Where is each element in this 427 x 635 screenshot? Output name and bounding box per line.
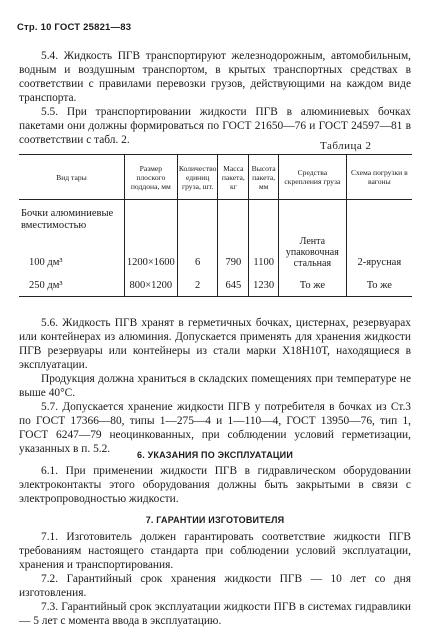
- header-package-height: Высота пакета, мм: [249, 155, 279, 200]
- table-caption: Таблица 2: [320, 140, 372, 152]
- table-cell: Лента упаковочная стальная: [279, 233, 347, 270]
- section-6-text: [19, 464, 411, 506]
- packaging-table: [19, 154, 412, 297]
- table-cell: 2-ярусная: [346, 233, 412, 270]
- table-cell: 790: [218, 233, 249, 270]
- table-cell: 6: [177, 233, 218, 270]
- section-5-storage-text: [19, 316, 411, 456]
- paragraph-7-3: 7.3. Гарантийный срок эксплуатации жидкости ПГВ в системах гидравлики — 5 лет с момента ввода в эксплуатацию.: [19, 601, 411, 627]
- paragraph-6-1: 6.1. При применении жидкости ПГВ в гидравлическом оборудовании электроконтакты этого оборудования должны быть закрытыми в связи с электропроводностью жидкости.: [19, 465, 411, 505]
- table-cell: 250 дм³: [19, 270, 124, 297]
- paragraph-5-7: 5.7. Допускается хранение жидкости ПГВ у потребителя в бочках из Ст.3 по ГОСТ 17366—80, типы 1—275—4 и 1—110—4, ГОСТ 13950—76, тип 1, ГОСТ 6247—79 неоцинкованных, при соблюдении условий герметизации, указанных в п. 5.2.: [19, 401, 411, 455]
- header-pallet-size: Размер плоского поддона, мм: [124, 155, 177, 200]
- table-cell: 100 дм³: [29, 257, 63, 268]
- header-unit-count: Количество единиц груза, шт.: [177, 155, 218, 200]
- table-cell: 1100: [249, 233, 279, 270]
- table-cell: 1200×1600: [124, 233, 177, 270]
- header-package-mass: Масса пакета, кг: [218, 155, 249, 200]
- table-cell: 800×1200: [124, 270, 177, 297]
- paragraph-7-2: 7.2. Гарантийный срок хранения жидкости ПГВ — 10 лет со дня изготовления.: [19, 573, 411, 599]
- header-loading-scheme: Схема погрузки в вагоны: [346, 155, 412, 200]
- table-row: [19, 233, 412, 270]
- paragraph-5-4: 5.4. Жидкость ПГВ транспортируют железнодорожным, автомобильным, водным и воздушным транспортом, в крытых транспортных средствах в соответствии с правилами перевозки грузов, действующими на каждом виде транспорта.: [19, 50, 411, 104]
- paragraph-7-1: 7.1. Изготовитель должен гарантировать соответствие жидкости ПГВ требованиям настоящего стандарта при соблюдении условий эксплуатации, хранения и транспортирования.: [19, 531, 411, 571]
- section-7-text: [19, 530, 411, 628]
- section-5-transport-text: [19, 49, 411, 147]
- table-header-row: [19, 155, 412, 200]
- table-cell: То же: [346, 270, 412, 297]
- paragraph-5-5: 5.5. При транспортировании жидкости ПГВ в алюминиевых бочках пакетами они должны формироваться по ГОСТ 21650—76 и ГОСТ 24597—81 в соответствии с табл. 2.: [19, 106, 411, 146]
- table-cell: 645: [218, 270, 249, 297]
- header-fastening: Средства скрепления груза: [279, 155, 347, 200]
- paragraph-5-6-temperature: Продукция должна храниться в складских помещениях при температуре не выше 40°С.: [19, 373, 411, 399]
- section-7-heading: 7. ГАРАНТИИ ИЗГОТОВИТЕЛЯ: [145, 515, 285, 525]
- section-6-heading: 6. УКАЗАНИЯ ПО ЭКСПЛУАТАЦИИ: [136, 450, 294, 460]
- table-cell: 1230: [249, 270, 279, 297]
- table-row: [19, 270, 412, 297]
- table-group-row: [19, 200, 412, 234]
- paragraph-5-6: 5.6. Жидкость ПГВ хранят в герметичных бочках, цистернах, резервуарах или контейнерах из алюминия. Допускается применять для хранения жидкости ПГВ резервуары или контейнеры из стали марки Х18Н10Т, находящиеся в эксплуатации.: [19, 317, 411, 371]
- table-cell: То же: [279, 270, 347, 297]
- table-cell: 2: [177, 270, 218, 297]
- header-container-type: Вид тары: [19, 155, 124, 200]
- table-group-label: Бочки алюминиевые вместимостью: [21, 208, 114, 231]
- page-header: Стр. 10 ГОСТ 25821—83: [17, 22, 132, 33]
